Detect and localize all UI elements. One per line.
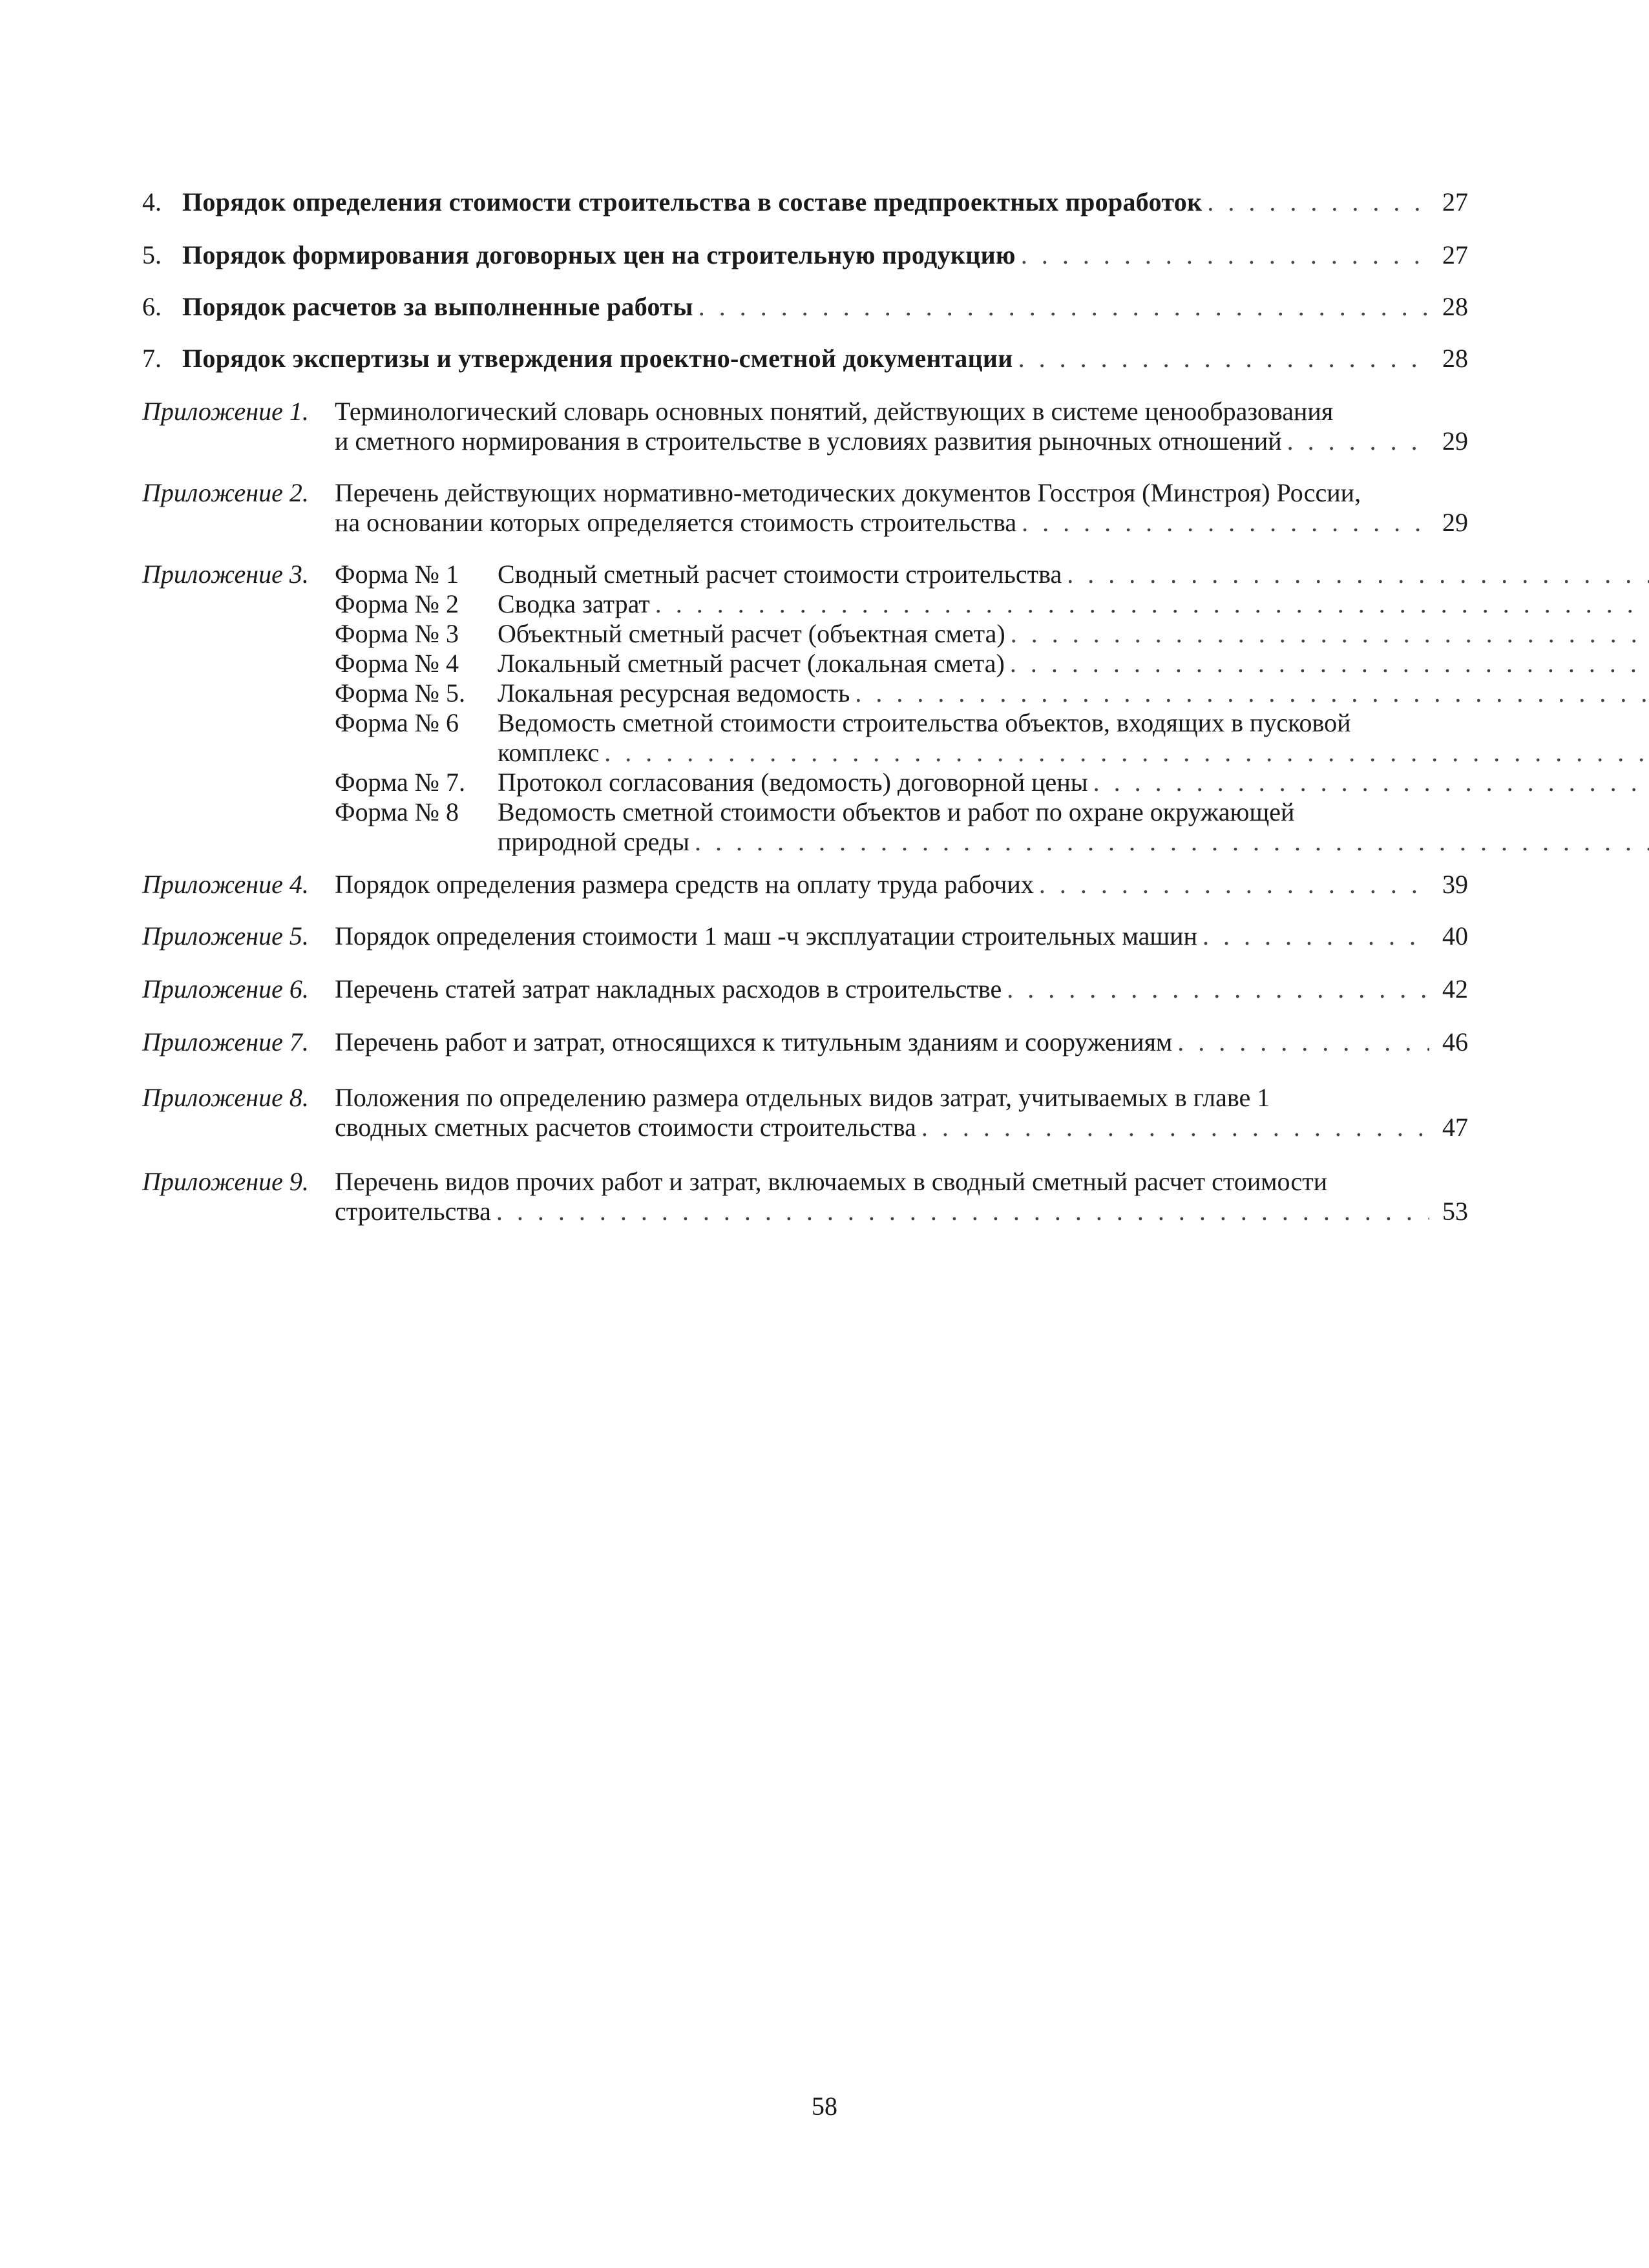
toc-entry-section-5[interactable] [142, 240, 1468, 270]
form-title: Ведомость сметной стоимости объектов и работ по охране окружающей [498, 797, 1295, 826]
page-ref: 28 [1442, 344, 1468, 373]
page-number: 58 [812, 2092, 837, 2121]
leader-dots [1013, 344, 1429, 373]
form-entry-5[interactable] [335, 678, 1468, 708]
section-number: 4. [142, 187, 162, 216]
form-label: Форма № 8 [335, 797, 459, 826]
appendix-label: Приложение 8. [142, 1083, 309, 1112]
page-ref: 42 [1442, 974, 1468, 1003]
leader-dots [1005, 619, 1649, 649]
leader-dots [1002, 974, 1429, 1004]
form-label: Форма № 6 [335, 708, 459, 737]
form-label: Форма № 7. [335, 768, 465, 797]
section-number: 6. [142, 292, 162, 321]
entry-text: Перечень статей затрат накладных расходов в строительстве [335, 974, 1002, 1003]
form-entry-8[interactable] [335, 797, 1468, 857]
form-entry-6[interactable] [335, 708, 1468, 768]
form-label: Форма № 2 [335, 589, 459, 618]
leader-dots [1005, 649, 1649, 678]
section-title: Порядок экспертизы и утверждения проектно-сметной документации [182, 344, 1013, 373]
form-entry-4[interactable] [335, 649, 1468, 678]
form-title: Локальный сметный расчет (локальная смета) [498, 649, 1005, 678]
leader-dots [650, 589, 1649, 619]
leader-dots [491, 1197, 1429, 1226]
page-ref: 46 [1442, 1027, 1468, 1056]
appendix-label: Приложение 2. [142, 478, 309, 507]
form-entry-3[interactable] [335, 619, 1468, 649]
form-title: природной среды [498, 827, 690, 856]
page-ref: 47 [1442, 1113, 1468, 1142]
appendix-label: Приложение 7. [142, 1027, 309, 1056]
entry-text: сводных сметных расчетов стоимости строительства [335, 1113, 916, 1142]
form-title: Объектный сметный расчет (объектная смета) [498, 619, 1005, 648]
entry-text: и сметного нормирования в строительстве в условиях развития рыночных отношений [335, 426, 1282, 456]
entry-text: Порядок определения стоимости 1 маш -ч эксплуатации строительных машин [335, 921, 1197, 950]
leader-dots [1202, 187, 1429, 217]
page-ref: 27 [1442, 187, 1468, 216]
toc-entry-section-4[interactable] [142, 187, 1468, 217]
section-title: Порядок определения стоимости строительства в составе предпроектных проработок [182, 187, 1203, 216]
entry-text: Положения по определению размера отдельных видов затрат, учитываемых в главе 1 [335, 1083, 1270, 1112]
appendix-label: Приложение 4. [142, 870, 309, 899]
appendix-label: Приложение 9. [142, 1167, 309, 1196]
appendix-label: Приложение 1. [142, 397, 309, 426]
page-ref: 53 [1442, 1197, 1468, 1226]
form-label: Форма № 4 [335, 649, 459, 678]
entry-text: на основании которых определяется стоимость строительства [335, 508, 1017, 537]
leader-dots [1062, 560, 1649, 589]
page-ref: 40 [1442, 921, 1468, 950]
form-title: Ведомость сметной стоимости строительства объектов, входящих в пусковой [498, 708, 1351, 737]
leader-dots [1016, 508, 1429, 538]
section-title: Порядок расчетов за выполненные работы [182, 292, 693, 321]
leader-dots [1197, 921, 1429, 951]
form-title: Сводный сметный расчет стоимости строительства [498, 560, 1062, 589]
leader-dots [1282, 426, 1429, 456]
page-ref: 29 [1442, 426, 1468, 456]
leader-dots [1088, 768, 1649, 797]
leader-dots [599, 738, 1649, 768]
form-label: Форма № 5. [335, 678, 465, 708]
form-title: комплекс [498, 738, 600, 767]
leader-dots [689, 827, 1649, 857]
entry-text: Перечень видов прочих работ и затрат, включаемых в сводный сметный расчет стоимости [335, 1167, 1328, 1196]
form-title: Локальная ресурсная ведомость [498, 678, 850, 708]
leader-dots [693, 292, 1429, 322]
leader-dots [1016, 240, 1429, 270]
section-title: Порядок формирования договорных цен на строительную продукцию [182, 240, 1016, 269]
leader-dots [916, 1113, 1429, 1142]
entry-text: строительства [335, 1197, 491, 1226]
entry-text: Терминологический словарь основных понятий, действующих в системе ценообразования [335, 397, 1334, 426]
form-label: Форма № 3 [335, 619, 459, 648]
leader-dots [1172, 1027, 1429, 1057]
appendix-label: Приложение 3. [142, 560, 309, 589]
entry-text: Перечень действующих нормативно-методических документов Госстроя (Минстроя) России, [335, 478, 1361, 507]
entry-text: Перечень работ и затрат, относящихся к титульным зданиям и сооружениям [335, 1027, 1173, 1056]
section-number: 5. [142, 240, 162, 269]
leader-dots [850, 678, 1649, 708]
toc-entry-section-7[interactable] [142, 344, 1468, 373]
leader-dots [1034, 870, 1429, 899]
section-number: 7. [142, 344, 162, 373]
form-entry-2[interactable] [335, 589, 1468, 619]
page-ref: 28 [1442, 292, 1468, 321]
form-label: Форма № 1 [335, 560, 459, 589]
appendix-label: Приложение 5. [142, 921, 309, 950]
form-entry-1[interactable] [335, 560, 1468, 589]
form-title: Протокол согласования (ведомость) договорной цены [498, 768, 1088, 797]
appendix-label: Приложение 6. [142, 974, 309, 1003]
page-ref: 39 [1442, 870, 1468, 899]
page-ref: 27 [1442, 240, 1468, 269]
entry-text: Порядок определения размера средств на оплату труда рабочих [335, 870, 1034, 899]
form-title: Сводка затрат [498, 589, 650, 618]
page-ref: 29 [1442, 508, 1468, 537]
form-entry-7[interactable] [335, 768, 1468, 797]
toc-entry-section-6[interactable] [142, 292, 1468, 322]
